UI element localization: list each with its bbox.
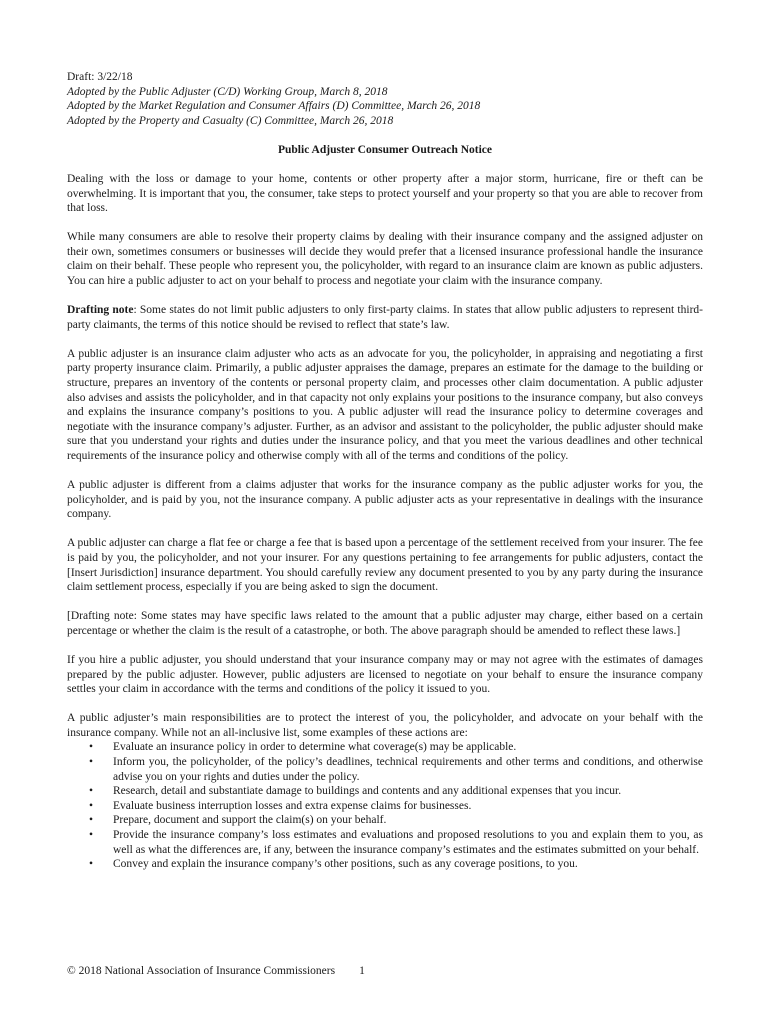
copyright-notice: © 2018 National Association of Insurance Commissioners <box>67 965 336 977</box>
document-page <box>67 70 703 872</box>
drafting-note-label: Drafting note <box>67 304 134 317</box>
paragraph: If you hire a public adjuster, you should understand that your insurance company may or may not agree with the estimates of damages prepared by the public adjuster. However, public adjusters are licensed to negotiate on your behalf to ensure the insurance company settles your claim in accordance with the terms and conditions of the policy it issued to you. <box>67 653 703 696</box>
list-item: • Inform you, the policyholder, of the policy’s deadlines, technical requirements and other terms and conditions, and otherwise advise you on your rights and duties under the policy. <box>67 755 703 784</box>
adoption-line: Adopted by the Property and Casualty (C) Committee, March 26, 2018 <box>67 114 394 127</box>
adoption-line: Adopted by the Market Regulation and Consumer Affairs (D) Committee, March 26, 2018 <box>67 100 481 113</box>
document-title: Public Adjuster Consumer Outreach Notice <box>277 144 493 157</box>
list-item: • Evaluate an insurance policy in order to determine what coverage(s) may be applicable. <box>67 740 703 755</box>
draft-date: Draft: 3/22/18 <box>67 71 133 83</box>
adoption-line: Adopted by the Public Adjuster (C/D) Working Group, March 8, 2018 <box>67 85 388 98</box>
paragraph: A public adjuster can charge a flat fee or charge a fee that is based upon a percentage of the settlement received from your insurer. The fee is paid by you, the policyholder, and not your insurer. For any questions pertaining to fee arrangements for public adjusters, contact the [Insert Jurisdiction] insurance department. You should carefully review any document presented to you by any party during the insurance claim settlement process, especially if you are being asked to sign the document. <box>67 537 703 594</box>
list-item: • Convey and explain the insurance company’s other positions, such as any coverage positions, to you. <box>67 857 703 872</box>
page-footer <box>67 964 365 978</box>
list-item: • Evaluate business interruption losses and extra expense claims for businesses. <box>67 799 703 814</box>
paragraph: Dealing with the loss or damage to your home, contents or other property after a major storm, hurricane, fire or theft can be overwhelming. It is important that you, the consumer, take steps to protect yourself and your property so that you are able to recover from that loss. <box>67 172 703 215</box>
list-item: • Research, detail and substantiate damage to buildings and contents and any additional expenses that you incur. <box>67 784 703 799</box>
paragraph: While many consumers are able to resolve their property claims by dealing with their insurance company and the assigned adjuster on their own, sometimes consumers or businesses will decide they would prefer that a licensed insurance professional handle the insurance claim on their behalf. These people who represent you, the policyholder, with regard to an insurance claim are known as public adjusters. You can hire a public adjuster to act on your behalf to process and negotiate your claim with the insurance company. <box>67 231 703 288</box>
responsibilities-list <box>67 740 703 871</box>
list-item: • Provide the insurance company’s loss estimates and evaluations and proposed resolutions to you and explain them to you, as well as what the differences are, if any, between the insurance company’s estimates and the estimates submitted on your behalf. <box>67 828 703 857</box>
paragraph: A public adjuster is an insurance claim adjuster who acts as an advocate for you, the policyholder, in appraising and negotiating a first party property insurance claim. Primarily, a public adjuster appraises the damage, prepares an estimate for the damage to the building or structure, prepares an inventory of the contents or personal property claim, and processes other claim documentation. A public adjuster also advises and assists the policyholder, and in that capacity not only explains your positions to the insurance company, but also conveys and explains the insurance company’s positions to you. A public adjuster will read the insurance policy to determine coverages and negotiate with the insurance company’s adjuster. Further, as an advisor and assistant to the policyholder, the public adjuster should make sure that you understand your rights and duties under the insurance policy, and that you meet the various deadlines and other technical requirements of the insurance policy and otherwise comply with all of the terms and conditions of the policy. <box>67 347 703 462</box>
paragraph: [Drafting note: Some states may have specific laws related to the amount that a public adjuster may charge, either based on a certain percentage or whether the claim is the result of a catastrophe, or both. The above paragraph should be amended to reflect these laws.] <box>67 610 703 637</box>
document-header <box>67 70 703 128</box>
paragraph: A public adjuster is different from a claims adjuster that works for the insurance company as the public adjuster works for you, the policyholder, and is paid by you, not the insurance company. A public adjuster acts as your representative in dealings with the insurance company. <box>67 479 703 521</box>
page-number: 1 <box>359 965 365 977</box>
drafting-note-text: : Some states do not limit public adjusters to only first-party claims. In states that allow public adjusters to represent third-party claimants, the terms of this notice should be revised to reflect that state’s law. <box>67 304 703 331</box>
list-item: • Prepare, document and support the claim(s) on your behalf. <box>67 813 703 828</box>
paragraph: A public adjuster’s main responsibilities are to protect the interest of you, the policyholder, and advocate on your behalf with the insurance company. While not an all-inclusive list, some examples of these actions are: <box>67 712 703 739</box>
drafting-note-paragraph <box>67 303 703 332</box>
